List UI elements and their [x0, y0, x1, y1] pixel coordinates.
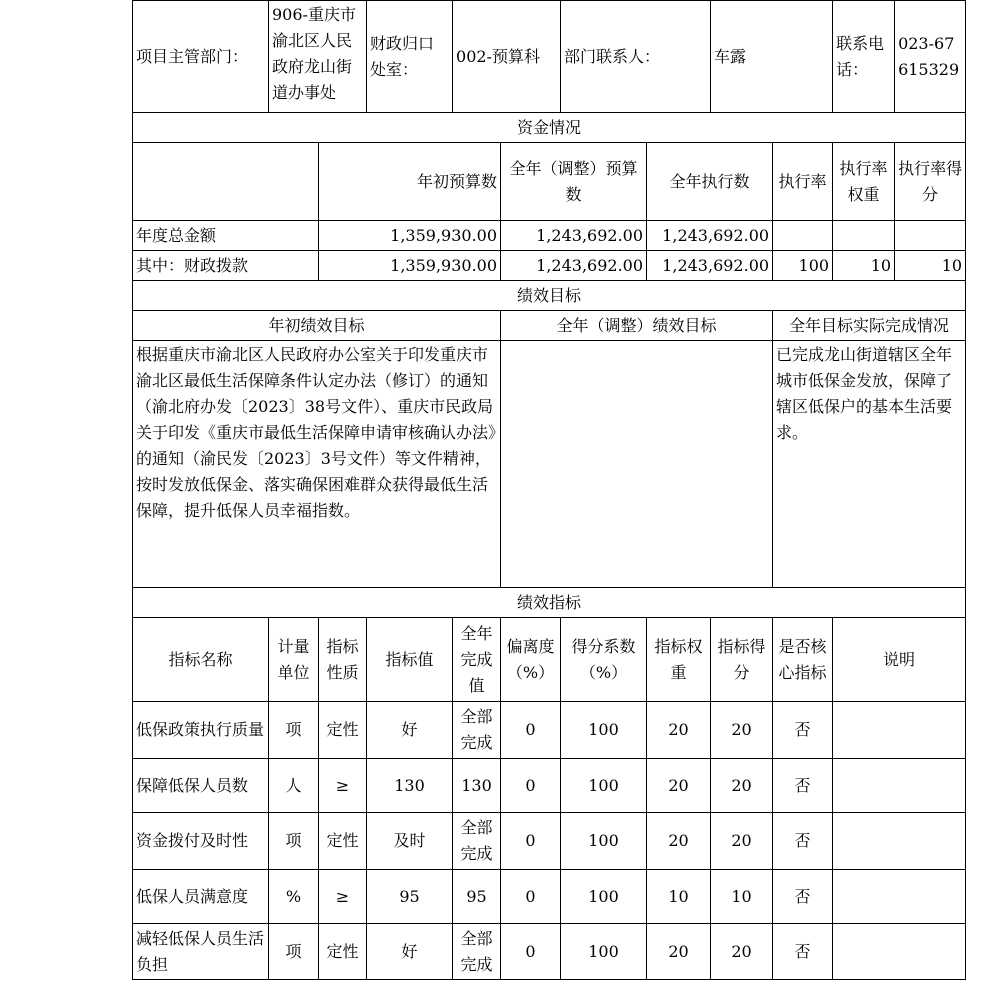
indicator-row — [133, 759, 966, 813]
ind-unit: 项 — [269, 702, 319, 759]
ind-unit: % — [269, 870, 319, 924]
ind-coef: 100 — [561, 759, 647, 813]
ind-coef: 100 — [561, 870, 647, 924]
ind-value: 95 — [367, 870, 453, 924]
goals-section-title: 绩效目标 — [133, 281, 966, 311]
ind-note — [833, 702, 966, 759]
funds-header-row — [133, 143, 966, 221]
phone-label: 联系电话： — [833, 1, 895, 113]
ind-score: 20 — [711, 924, 773, 980]
dept-label: 项目主管部门： — [133, 1, 269, 113]
funds-row-initial: 1,359,930.00 — [319, 221, 501, 251]
indicators-header-row — [133, 618, 966, 702]
ind-nature: 定性 — [319, 813, 367, 870]
ind-nature: ≥ — [319, 870, 367, 924]
funds-row-initial: 1,359,930.00 — [319, 251, 501, 281]
funds-col-initial: 年初预算数 — [319, 143, 501, 221]
funds-col-weight: 执行率权重 — [833, 143, 895, 221]
funds-row — [133, 251, 966, 281]
phone-value: 023-67615329 — [895, 1, 966, 113]
funds-row-score: 10 — [895, 251, 966, 281]
goals-col-actual: 全年目标实际完成情况 — [773, 311, 966, 341]
ind-coef: 100 — [561, 702, 647, 759]
funds-row-executed: 1,243,692.00 — [647, 221, 773, 251]
ind-value: 好 — [367, 702, 453, 759]
ind-weight: 20 — [647, 924, 711, 980]
funds-col-executed: 全年执行数 — [647, 143, 773, 221]
goals-body-row — [133, 341, 966, 588]
ind-core: 否 — [773, 813, 833, 870]
funds-row-weight: 10 — [833, 251, 895, 281]
indicator-row — [133, 813, 966, 870]
funds-row-label: 其中：财政拨款 — [133, 251, 319, 281]
ind-coef: 100 — [561, 924, 647, 980]
performance-table — [132, 0, 966, 980]
ind-weight: 20 — [647, 759, 711, 813]
ind-note — [833, 813, 966, 870]
funds-header-blank — [133, 143, 319, 221]
ind-note — [833, 924, 966, 980]
funds-col-rate: 执行率 — [773, 143, 833, 221]
indicator-row — [133, 924, 966, 980]
funds-section-title: 资金情况 — [133, 113, 966, 143]
ind-core: 否 — [773, 702, 833, 759]
ind-core: 否 — [773, 924, 833, 980]
ind-score: 20 — [711, 702, 773, 759]
ind-coef: 100 — [561, 813, 647, 870]
ind-completed: 130 — [453, 759, 501, 813]
ind-header-value: 指标值 — [367, 618, 453, 702]
goals-col-initial: 年初绩效目标 — [133, 311, 501, 341]
ind-unit: 项 — [269, 924, 319, 980]
indicator-row — [133, 870, 966, 924]
finance-label: 财政归口处室： — [367, 1, 453, 113]
funds-row-weight — [833, 221, 895, 251]
ind-core: 否 — [773, 870, 833, 924]
ind-header-note: 说明 — [833, 618, 966, 702]
ind-deviation: 0 — [501, 759, 561, 813]
ind-name: 低保政策执行质量 — [133, 702, 269, 759]
goals-col-adjusted: 全年（调整）绩效目标 — [501, 311, 773, 341]
ind-header-unit: 计量单位 — [269, 618, 319, 702]
funds-row-label: 年度总金额 — [133, 221, 319, 251]
contact-label: 部门联系人： — [561, 1, 711, 113]
ind-header-deviation: 偏离度（%） — [501, 618, 561, 702]
ind-header-weight: 指标权重 — [647, 618, 711, 702]
ind-completed: 全部完成 — [453, 702, 501, 759]
goals-adjusted-text — [501, 341, 773, 588]
funds-row-rate: 100 — [773, 251, 833, 281]
indicator-row — [133, 702, 966, 759]
ind-header-nature: 指标性质 — [319, 618, 367, 702]
dept-value: 906-重庆市渝北区人民政府龙山街道办事处 — [269, 1, 367, 113]
ind-note — [833, 759, 966, 813]
ind-completed: 全部完成 — [453, 813, 501, 870]
ind-completed: 全部完成 — [453, 924, 501, 980]
ind-weight: 20 — [647, 813, 711, 870]
ind-name: 保障低保人员数 — [133, 759, 269, 813]
ind-header-core: 是否核心指标 — [773, 618, 833, 702]
ind-weight: 10 — [647, 870, 711, 924]
ind-score: 20 — [711, 813, 773, 870]
funds-row-score — [895, 221, 966, 251]
ind-note — [833, 870, 966, 924]
ind-value: 130 — [367, 759, 453, 813]
contact-value: 车露 — [711, 1, 833, 113]
ind-nature: ≥ — [319, 759, 367, 813]
ind-score: 10 — [711, 870, 773, 924]
ind-value: 及时 — [367, 813, 453, 870]
ind-header-score: 指标得分 — [711, 618, 773, 702]
ind-unit: 项 — [269, 813, 319, 870]
ind-header-completed: 全年完成值 — [453, 618, 501, 702]
ind-deviation: 0 — [501, 870, 561, 924]
ind-header-coef: 得分系数（%） — [561, 618, 647, 702]
funds-row — [133, 221, 966, 251]
funds-row-rate — [773, 221, 833, 251]
ind-name: 低保人员满意度 — [133, 870, 269, 924]
ind-deviation: 0 — [501, 924, 561, 980]
ind-deviation: 0 — [501, 813, 561, 870]
ind-name: 资金拨付及时性 — [133, 813, 269, 870]
ind-core: 否 — [773, 759, 833, 813]
ind-score: 20 — [711, 759, 773, 813]
ind-nature: 定性 — [319, 702, 367, 759]
indicators-section-title: 绩效指标 — [133, 588, 966, 618]
ind-name: 减轻低保人员生活负担 — [133, 924, 269, 980]
ind-unit: 人 — [269, 759, 319, 813]
goals-header-row — [133, 311, 966, 341]
funds-col-adjusted: 全年（调整）预算数 — [501, 143, 647, 221]
funds-row-adjusted: 1,243,692.00 — [501, 221, 647, 251]
goals-actual-text: 已完成龙山街道辖区全年城市低保金发放，保障了辖区低保户的基本生活要求。 — [773, 341, 966, 588]
ind-weight: 20 — [647, 702, 711, 759]
goals-initial-text: 根据重庆市渝北区人民政府办公室关于印发重庆市渝北区最低生活保障条件认定办法（修订）的通知（渝北府办发〔2023〕38号文件）、重庆市民政局关于印发《重庆市最低生活保障申请审核确认办法》的通知（渝民发〔2023〕3号文件）等文件精神，按时发放低保金、落实确保困难群众获得最低生活保障，提升低保人员幸福指数。 — [133, 341, 501, 588]
ind-value: 好 — [367, 924, 453, 980]
header-row — [133, 1, 966, 113]
ind-deviation: 0 — [501, 702, 561, 759]
funds-row-executed: 1,243,692.00 — [647, 251, 773, 281]
finance-value: 002-预算科 — [453, 1, 561, 113]
ind-completed: 95 — [453, 870, 501, 924]
funds-row-adjusted: 1,243,692.00 — [501, 251, 647, 281]
funds-col-score: 执行率得分 — [895, 143, 966, 221]
ind-nature: 定性 — [319, 924, 367, 980]
ind-header-name: 指标名称 — [133, 618, 269, 702]
